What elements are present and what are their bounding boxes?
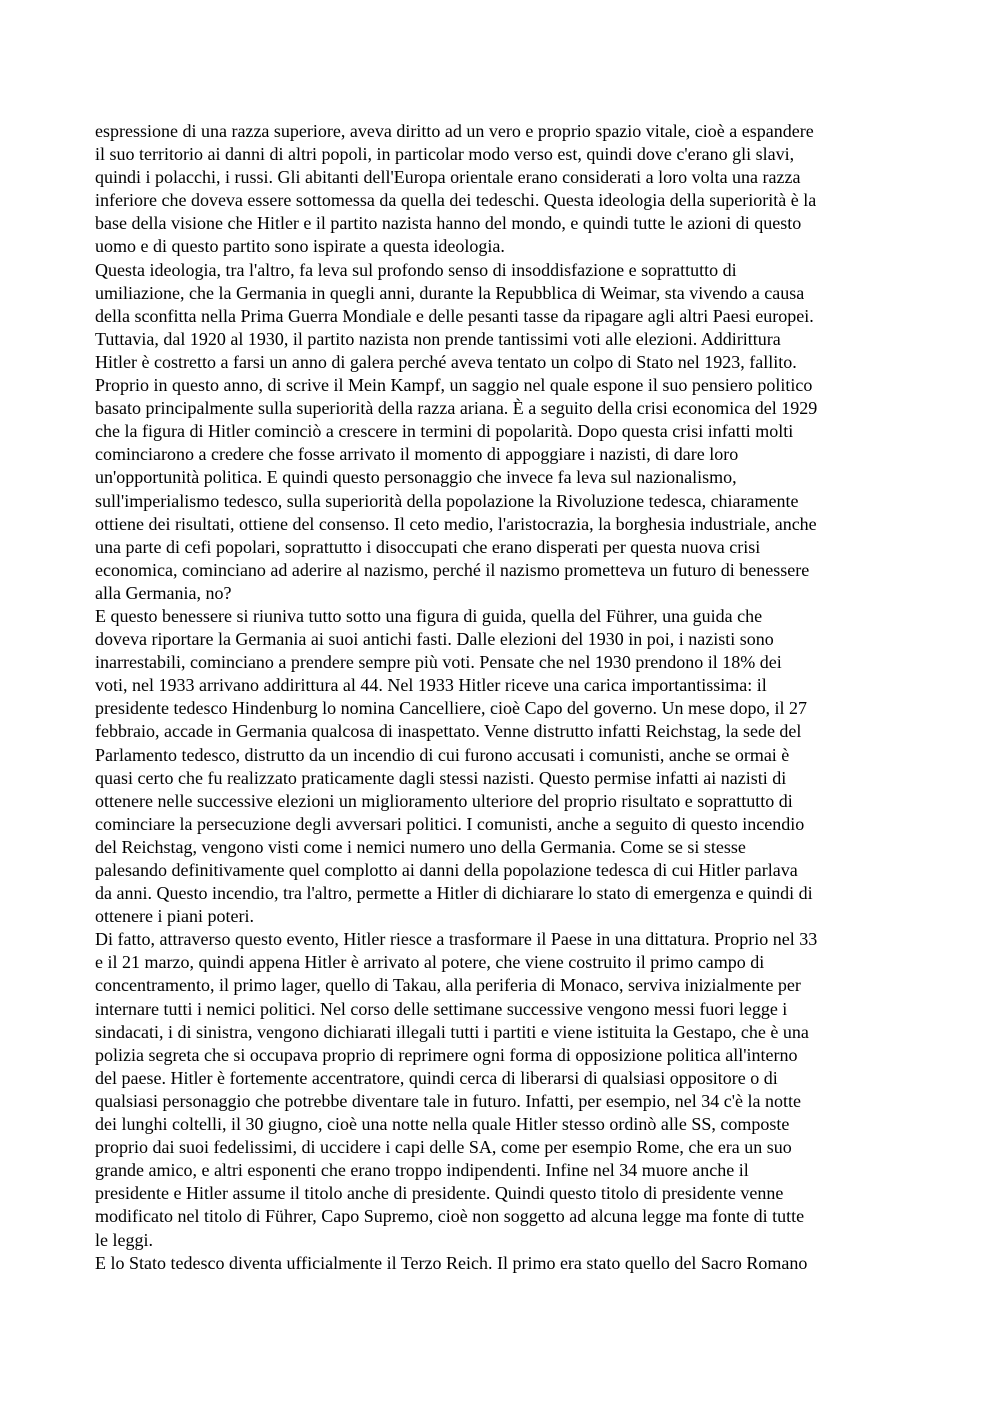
paragraph-4: Di fatto, attraverso questo evento, Hitler riesce a trasformare il Paese in una dittatura. Proprio nel 33 e il 21 marzo, quindi appena Hitler è arrivato al potere, che viene costruito il primo campo di concentramento, il primo lager, quello di Takau, alla periferia di Monaco, serviva inizialmente per internare tutti i nemici politici. Nel corso delle settimane successive vengono messi fuori legge i sindacati, i di sinistra, vengono dichiarati illegali tutti i partiti e viene istituita la Gestapo, che è una polizia segreta che si occupava proprio di reprimere ogni forma di opposizione politica all'interno del paese. Hitler è fortemente accentratore, quindi cerca di liberarsi di qualsiasi oppositore o di qualsiasi personaggio che potrebbe diventare tale in futuro. Infatti, per esempio, nel 34 c'è la notte dei lunghi coltelli, il 30 giugno, cioè una notte nella quale Hitler stesso ordinò alle SS, composte proprio dai suoi fedelissimi, di uccidere i capi delle SA, come per esempio Rome, che era un suo grande amico, e altri esponenti che erano troppo indipendenti. Infine nel 34 muore anche il presidente e Hitler assume il titolo anche di presidente. Quindi questo titolo di presidente venne modificato nel titolo di Führer, Capo Supremo, cioè non soggetto ad alcuna legge ma fonte di tutte le leggi. xyxy=(95,929,818,1250)
paragraph-2: Questa ideologia, tra l'altro, fa leva sul profondo senso di insoddisfazione e soprattutto di umiliazione, che la Germania in quegli anni, durante la Repubblica di Weimar, sta vivendo a causa della sconfitta nella Prima Guerra Mondiale e delle pesanti tasse da ripagare agli altri Paesi europei. Tuttavia, dal 1920 al 1930, il partito nazista non prende tantissimi voti alle elezioni. Addirittura Hitler è costretto a farsi un anno di galera perché aveva tentato un colpo di Stato nel 1923, fallito. Proprio in questo anno, di scrive il Mein Kampf, un saggio nel quale espone il suo pensiero politico basato principalmente sulla superiorità della razza ariana. È a seguito della crisi economica del 1929 che la figura di Hitler cominciò a crescere in termini di popolarità. Dopo questa crisi infatti molti cominciarono a credere che fosse arrivato il momento di appoggiare i nazisti, di dare loro un'opportunità politica. E quindi questo personaggio che invece fa leva sul nazionalismo, sull'imperialismo tedesco, sulla superiorità della popolazione la Rivoluzione tedesca, chiaramente ottiene dei risultati, ottiene del consenso. Il ceto medio, l'aristocrazia, la borghesia industriale, anche una parte di cefi popolari, soprattutto i disoccupati che erano disperati per questa nuova crisi economica, cominciano ad aderire al nazismo, perché il nazismo prometteva un futuro di benessere alla Germania, no? xyxy=(95,259,818,603)
paragraph-3: E questo benessere si riuniva tutto sotto una figura di guida, quella del Führer, una guida che doveva riportare la Germania ai suoi antichi fasti. Dalle elezioni del 1930 in poi, i nazisti sono inarrestabili, cominciano a prendere sempre più voti. Pensate che nel 1930 prendono il 18% dei voti, nel 1933 arrivano addirittura al 44. Nel 1933 Hitler riceve una carica importantissima: il presidente tedesco Hindenburg lo nomina Cancelliere, cioè Capo del governo. Un mese dopo, il 27 febbraio, accade in Germania qualcosa di inaspettato. Venne distrutto infatti Reichstag, la sede del Parlamento tedesco, distrutto da un incendio di cui furono accusati i comunisti, anche se ormai è quasi certo che fu realizzato praticamente dagli stessi nazisti. Questo permise infatti ai nazisti di ottenere nelle successive elezioni un miglioramento ulteriore del proprio risultato e soprattutto di cominciare la persecuzione degli avversari politici. I comunisti, anche a seguito di questo incendio del Reichstag, vengono visti come i nemici numero uno della Germania. Come se si stesse palesando definitivamente quel complotto ai danni della popolazione tedesca di cui Hitler parlava da anni. Questo incendio, tra l'altro, permette a Hitler di dichiarare lo stato di emergenza e quindi di ottenere i piani poteri. xyxy=(95,605,813,927)
paragraph-1: espressione di una razza superiore, aveva diritto ad un vero e proprio spazio vitale, cioè a espandere il suo territorio ai danni di altri popoli, in particolar modo verso est, quindi dove c'erano gli slavi, quindi i polacchi, i russi. Gli abitanti dell'Europa orientale erano considerati a loro volta una razza inferiore che doveva essere sottomessa da quella dei tedeschi. Questa ideologia della superiorità è la base della visione che Hitler e il partito nazista hanno del mondo, e quindi tutte le azioni di questo uomo e di questo partito sono ispirate a questa ideologia. xyxy=(95,121,817,257)
paragraph-5: E lo Stato tedesco diventa ufficialmente il Terzo Reich. Il primo era stato quello del Sacro Romano xyxy=(95,1252,808,1273)
body-text xyxy=(95,120,915,1275)
